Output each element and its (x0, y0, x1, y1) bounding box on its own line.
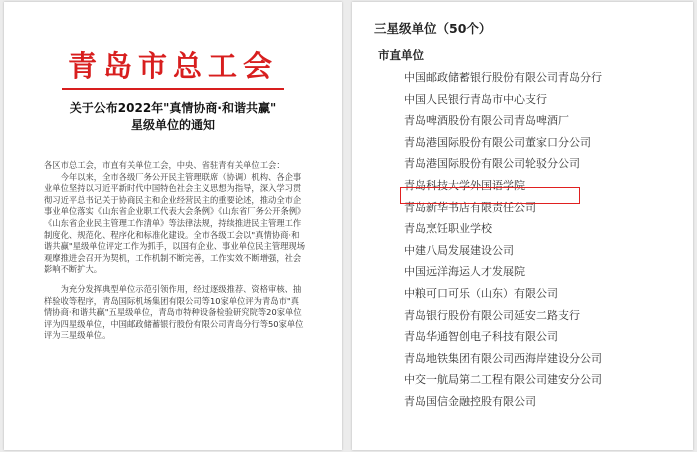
header-red-rule (62, 88, 284, 90)
list-item: 中国人民银行青岛市中心支行 (404, 92, 547, 106)
list-item: 中粮可口可乐（山东）有限公司 (404, 286, 558, 300)
list-item: 青岛烹饪职业学校 (404, 222, 492, 236)
section-title: 三星级单位（50个） (374, 21, 492, 36)
list-item: 青岛港国际股份有限公司董家口分公司 (404, 135, 591, 149)
unit-list-page (352, 2, 693, 450)
highlight-box (400, 187, 580, 204)
list-item: 青岛港国际股份有限公司轮驳分公司 (404, 157, 580, 171)
salutation: 各区市总工会，市直有关单位工会，中央、省驻青有关单位工会： (44, 160, 285, 170)
body-paragraph-1: 今年以来，全市各级厂务公开民主管理联席（协调）机构、各企事业单位坚持以习近平新时代中国特色社会主义思想为指导，深入学习贯彻习近平总书记关于协商民主和企业经营民主的重要论述，推动全市企事业单位落实《山东省企业职工代表大会条例》《山东省厂务公开条例》《山东省企业民主管理工作清单》等法律法规，持续推进民主管理工作制度化、规范化、程序化和标准化建设。全市各级工会以"真情协商·和谐共赢"星级单位评定工作为抓手，以国有企业、事业单位民主管理现场观摩推进会召开为契机，工作机制不断完善，工作实效不断增强，社会影响不断扩大。 (44, 171, 306, 275)
list-item: 青岛国信金融控股有限公司 (404, 394, 536, 408)
notice-title-line2: 星级单位的通知 (130, 118, 215, 132)
list-item: 青岛银行股份有限公司延安二路支行 (404, 308, 580, 322)
subsection-title: 市直单位 (378, 48, 424, 62)
list-item: 青岛新华书店有限责任公司 (404, 200, 536, 214)
unit-list (404, 67, 684, 413)
notice-body (44, 160, 306, 342)
list-item: 青岛华通智创电子科技有限公司 (404, 330, 558, 344)
list-item: 青岛啤酒股份有限公司青岛啤酒厂 (404, 114, 569, 128)
body-paragraph-2: 为充分发挥典型单位示范引领作用，经过逐级推荐、资格审核、抽样验收等程序，青岛国际机场集团有限公司等10家单位评为青岛市"真情协商·和谐共赢"五星级单位，青岛市特种设备检验研究院等20家单位评为四星级单位，中国邮政储蓄银行股份有限公司青岛分行等50家单位评为三星级单位。 (44, 283, 304, 341)
list-item: 中国邮政储蓄银行股份有限公司青岛分行 (404, 71, 602, 84)
list-item: 中国远洋海运人才发展院 (404, 265, 525, 279)
header-title: 青岛市总工会 (67, 49, 278, 83)
list-item: 中交一航局第二工程有限公司建安分公司 (404, 373, 602, 387)
notice-title (24, 100, 322, 134)
list-item: 青岛地铁集团有限公司西海岸建设分公司 (404, 351, 602, 365)
list-item-highlighted: 青岛科技大学外国语学院 (404, 178, 525, 192)
list-item: 中建八局发展建设公司 (404, 243, 514, 257)
notice-title-line1: 关于公布2022年"真情协商·和谐共赢" (69, 101, 277, 115)
notice-document-page (4, 2, 342, 450)
